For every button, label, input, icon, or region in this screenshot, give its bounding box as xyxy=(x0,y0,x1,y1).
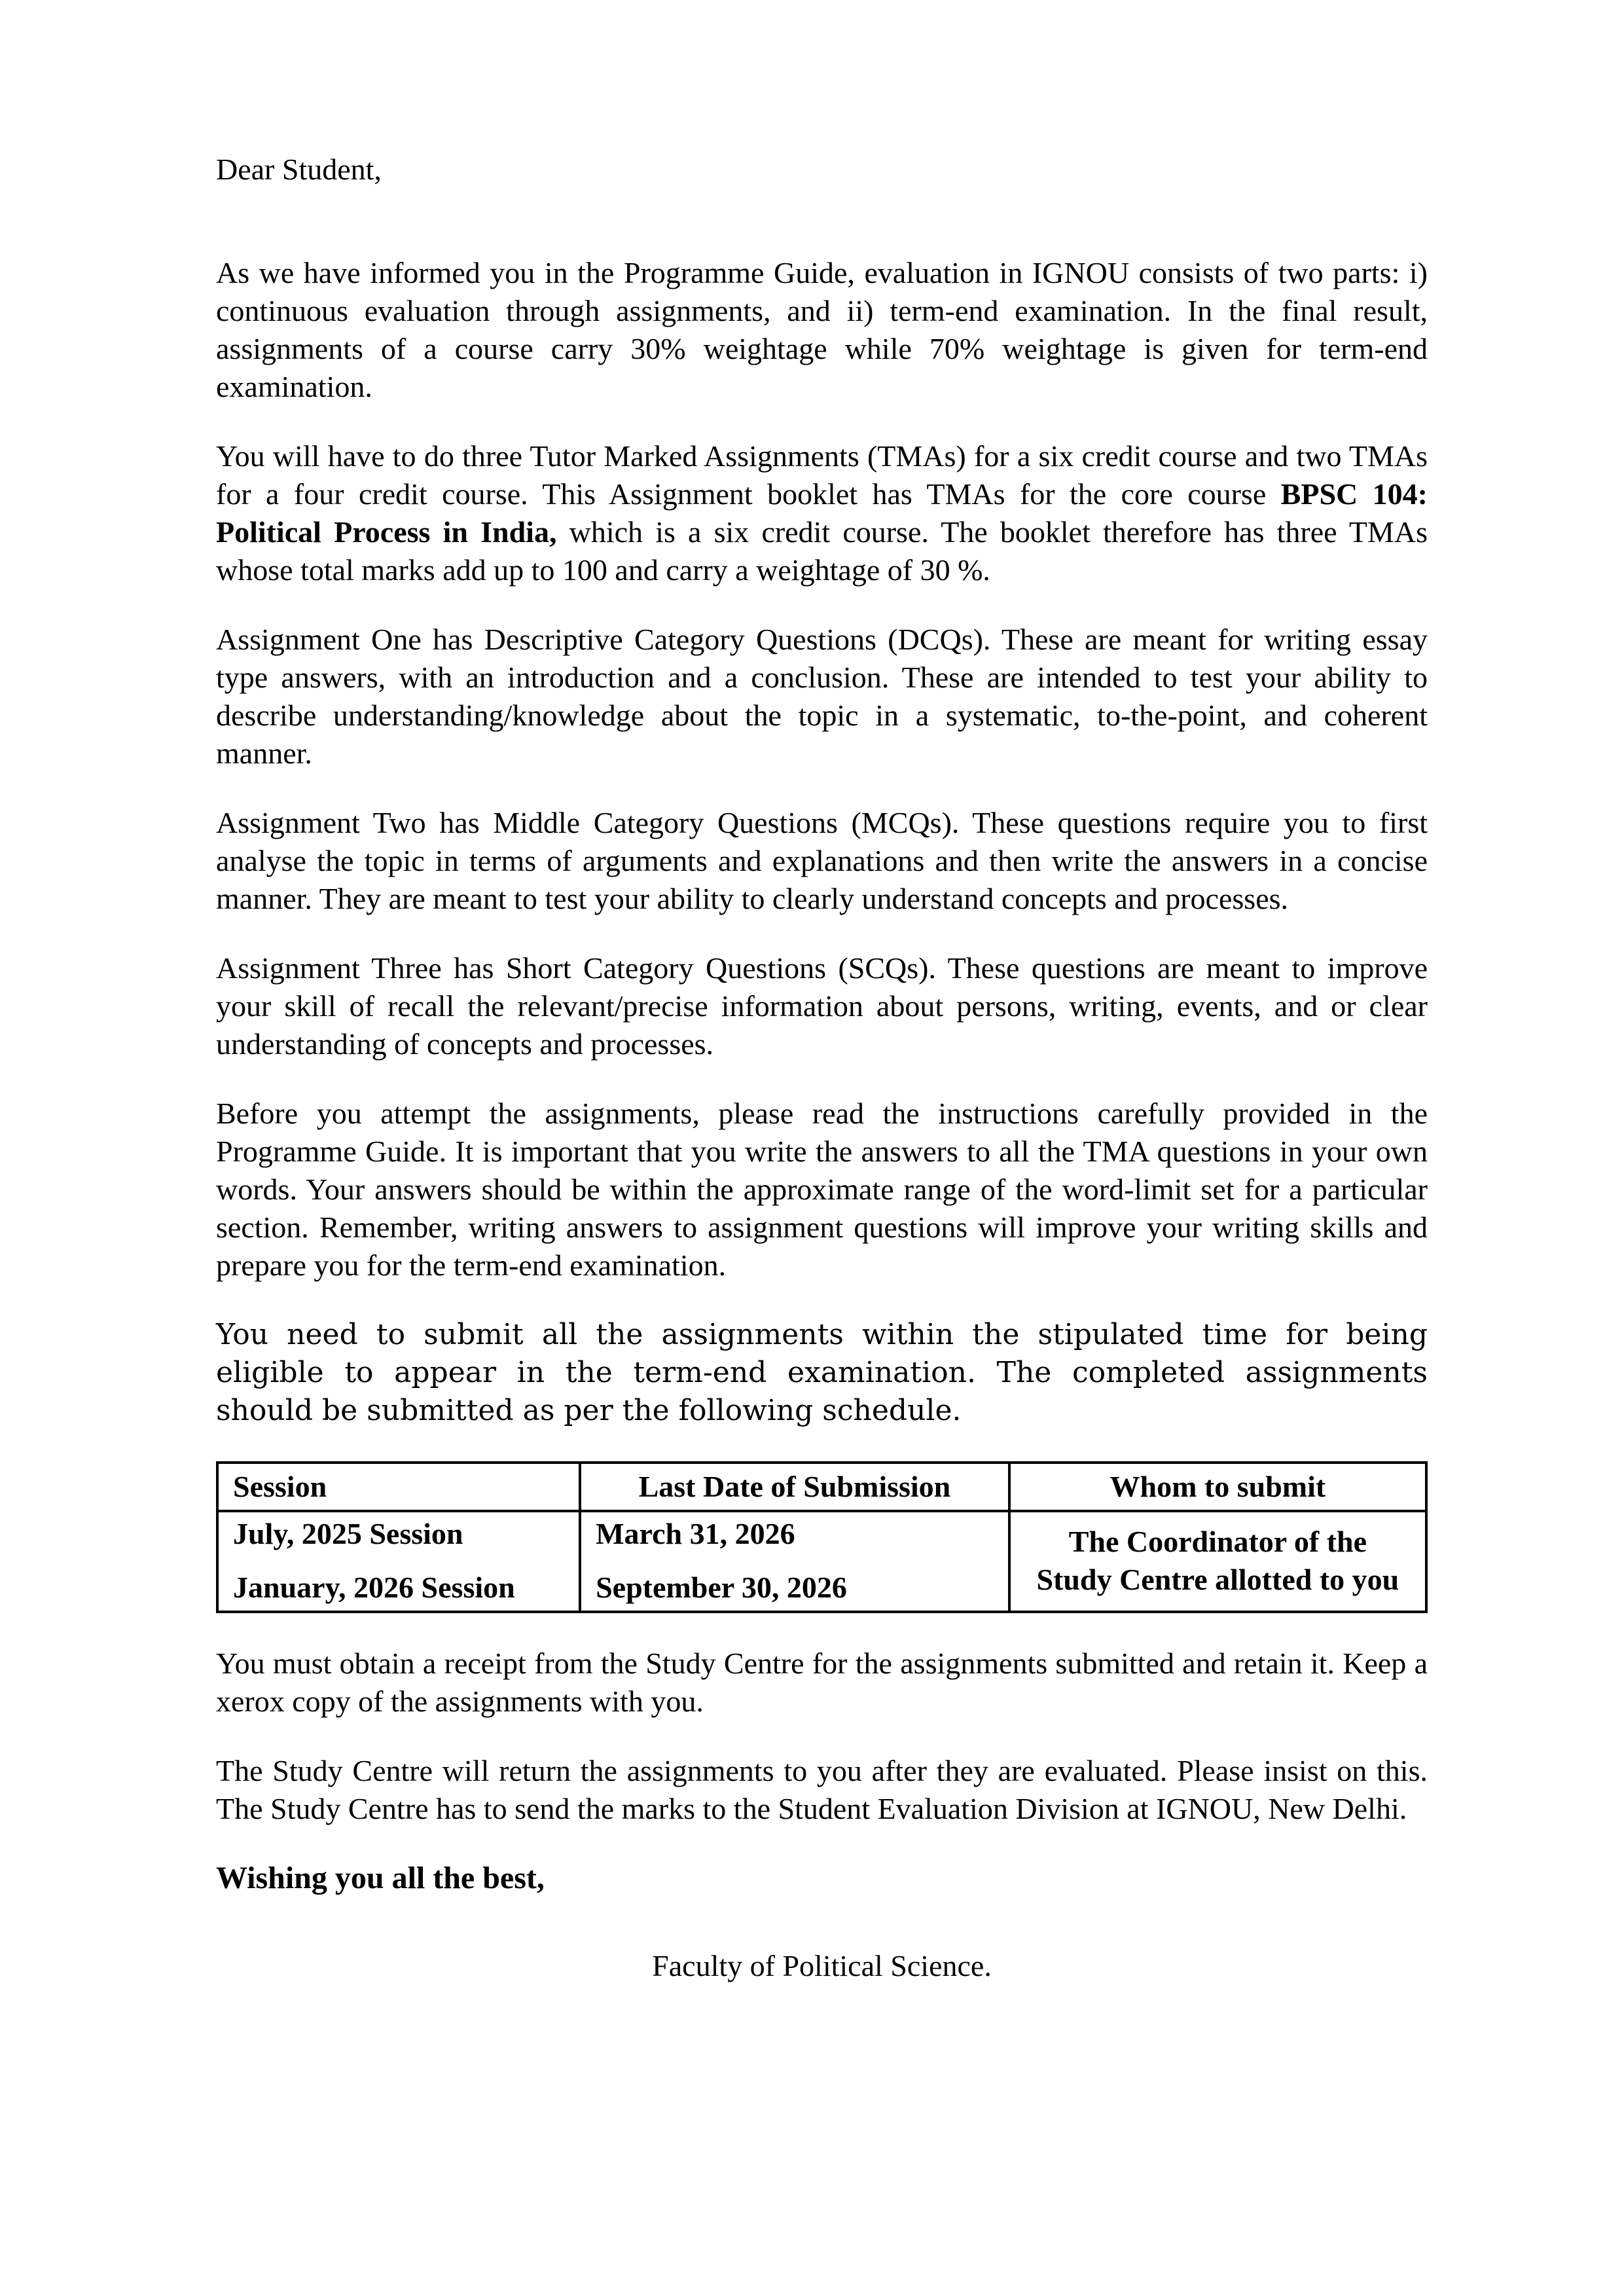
paragraph-evaluation: As we have informed you in the Programme Guide, evaluation in IGNOU consists of two parts: i) continuous evaluation through assignments, and ii) term-end examination. In the final result, assignments of a course carry 30% weightage while 70% weightage is given for term-end examination. xyxy=(216,256,1428,403)
signature: Faculty of Political Science. xyxy=(652,1949,992,1982)
whom-line-2: Study Centre allotted to you xyxy=(1036,1563,1399,1596)
letter-content xyxy=(216,151,1428,2016)
header-last-date: Last Date of Submission xyxy=(580,1463,1009,1511)
table-data-row xyxy=(217,1511,1426,1612)
paragraph-instructions: Before you attempt the assignments, please read the instructions carefully provided in the Programme Guide. It is important that you write the answers to all the TMA questions in your own words. Your answers should be within the approximate range of the word-limit set for a particular section. Remember, writing answers to assignment questions will improve your writing skills and prepare you for the term-end examination. xyxy=(216,1097,1428,1282)
paragraph-tma-course xyxy=(216,437,1428,589)
paragraph-mcq: Assignment Two has Middle Category Questions (MCQs). These questions require you to first analyse the topic in terms of arguments and explanations and then write the answers in a concise manner. They are meant to test your ability to clearly understand concepts and processes. xyxy=(216,806,1428,915)
course-title-bold: BPSC 104: Political Process in India, xyxy=(216,477,1428,549)
tma-text-before: You will have to do three Tutor Marked Assignments (TMAs) for a six credit course and two TMAs for a four credit course. This Assignment booklet has TMAs for the core course xyxy=(216,439,1428,511)
paragraph-schedule-intro: You need to submit all the assignments within the stipulated time for being eligible to appear in the term-end examination. The completed assignments should be submitted as per the following schedule. xyxy=(216,1318,1428,1427)
paragraph-receipt: You must obtain a receipt from the Study Centre for the assignments submitted and retain it. Keep a xerox copy of the assignments with you. xyxy=(216,1647,1428,1718)
table-header-row xyxy=(217,1463,1426,1511)
session-july-2025: July, 2025 Session xyxy=(233,1517,463,1550)
paragraph-return: The Study Centre will return the assignments to you after they are evaluated. Please insist on this. The Study Centre has to send the marks to the Student Evaluation Division at IGNOU, New Delhi. xyxy=(216,1754,1428,1825)
greeting: Dear Student, xyxy=(216,153,382,186)
paragraph-dcq: Assignment One has Descriptive Category Questions (DCQs). These are meant for writing essay type answers, with an introduction and a conclusion. These are intended to test your ability to describe understanding/knowledge about the topic in a systematic, to-the-point, and coherent manner. xyxy=(216,623,1428,770)
cell-sessions xyxy=(217,1511,580,1612)
header-session: Session xyxy=(217,1463,580,1511)
cell-whom-to-submit xyxy=(1009,1511,1426,1612)
date-september-2026: September 30, 2026 xyxy=(596,1571,847,1604)
header-whom: Whom to submit xyxy=(1009,1463,1426,1511)
submission-schedule-table xyxy=(216,1461,1428,1613)
whom-line-1: The Coordinator of the xyxy=(1068,1525,1367,1558)
paragraph-scq: Assignment Three has Short Category Questions (SCQs). These questions are meant to improve your skill of recall the relevant/precise information about persons, writing, events, and or clear understanding of concepts and processes. xyxy=(216,951,1428,1061)
session-january-2026: January, 2026 Session xyxy=(233,1571,515,1604)
closing-line: Wishing you all the best, xyxy=(216,1861,545,1895)
cell-dates xyxy=(580,1511,1009,1612)
tma-text-after: which is a six credit course. The booklet therefore has three TMAs whose total marks add up to 100 and carry a weightage of 30 %. xyxy=(216,515,1428,587)
date-march-2026: March 31, 2026 xyxy=(596,1517,795,1550)
